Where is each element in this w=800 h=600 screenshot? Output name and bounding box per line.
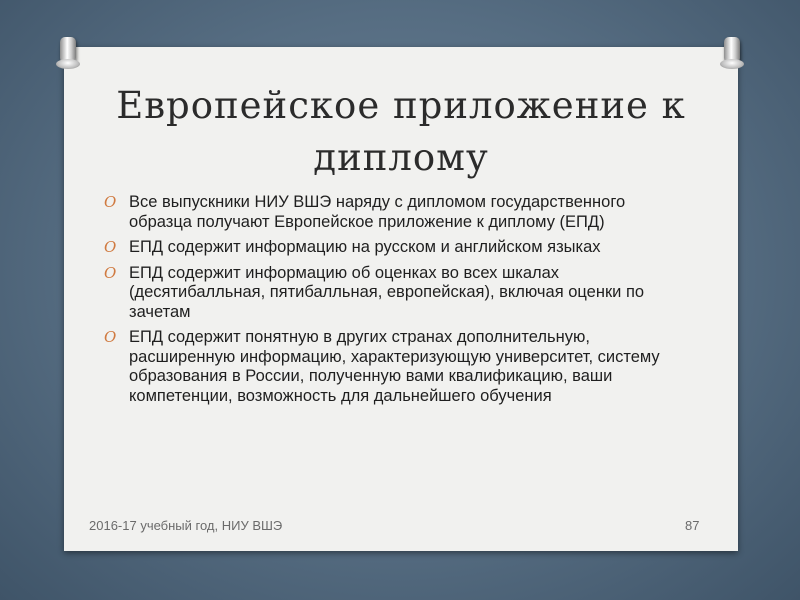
list-item xyxy=(102,264,682,323)
bullet-text: ЕПД содержит информацию об оценках во всех шкалах (десятибалльная, пятибалльная, европейская), включая оценки по зачетам xyxy=(129,263,645,321)
slide-title xyxy=(64,80,738,184)
bullet-marker-icon: O xyxy=(104,193,117,211)
slide-title-line: Европейское приложение к xyxy=(116,84,686,127)
bullet-marker-icon: O xyxy=(104,263,117,282)
pushpin-icon xyxy=(60,37,76,63)
footer-caption: 2016-17 учебный год, НИУ ВШЭ xyxy=(89,518,283,533)
bullet-marker-icon: O xyxy=(104,238,117,256)
bullet-text: ЕПД содержит информацию на русском и английском языках xyxy=(129,238,601,256)
slide-number: 87 xyxy=(685,518,700,533)
slide-title-line: диплому xyxy=(313,136,489,179)
bullet-text: Все выпускники НИУ ВШЭ наряду с дипломом государственного образца получают Европейское приложение к диплому (ЕПД) xyxy=(129,193,626,231)
bullet-list xyxy=(102,193,682,412)
bullet-text: ЕПД содержит понятную в других странах дополнительную, расширенную информацию, характеризующую университет, систему образования в России, полученную вами квалификацию, ваши компетенции, возможность для дальнейшего обучения xyxy=(129,328,660,405)
bullet-marker-icon: O xyxy=(104,328,117,346)
list-item xyxy=(102,328,682,406)
list-item xyxy=(102,193,682,232)
pushpin-icon xyxy=(724,37,740,63)
list-item xyxy=(102,238,682,258)
